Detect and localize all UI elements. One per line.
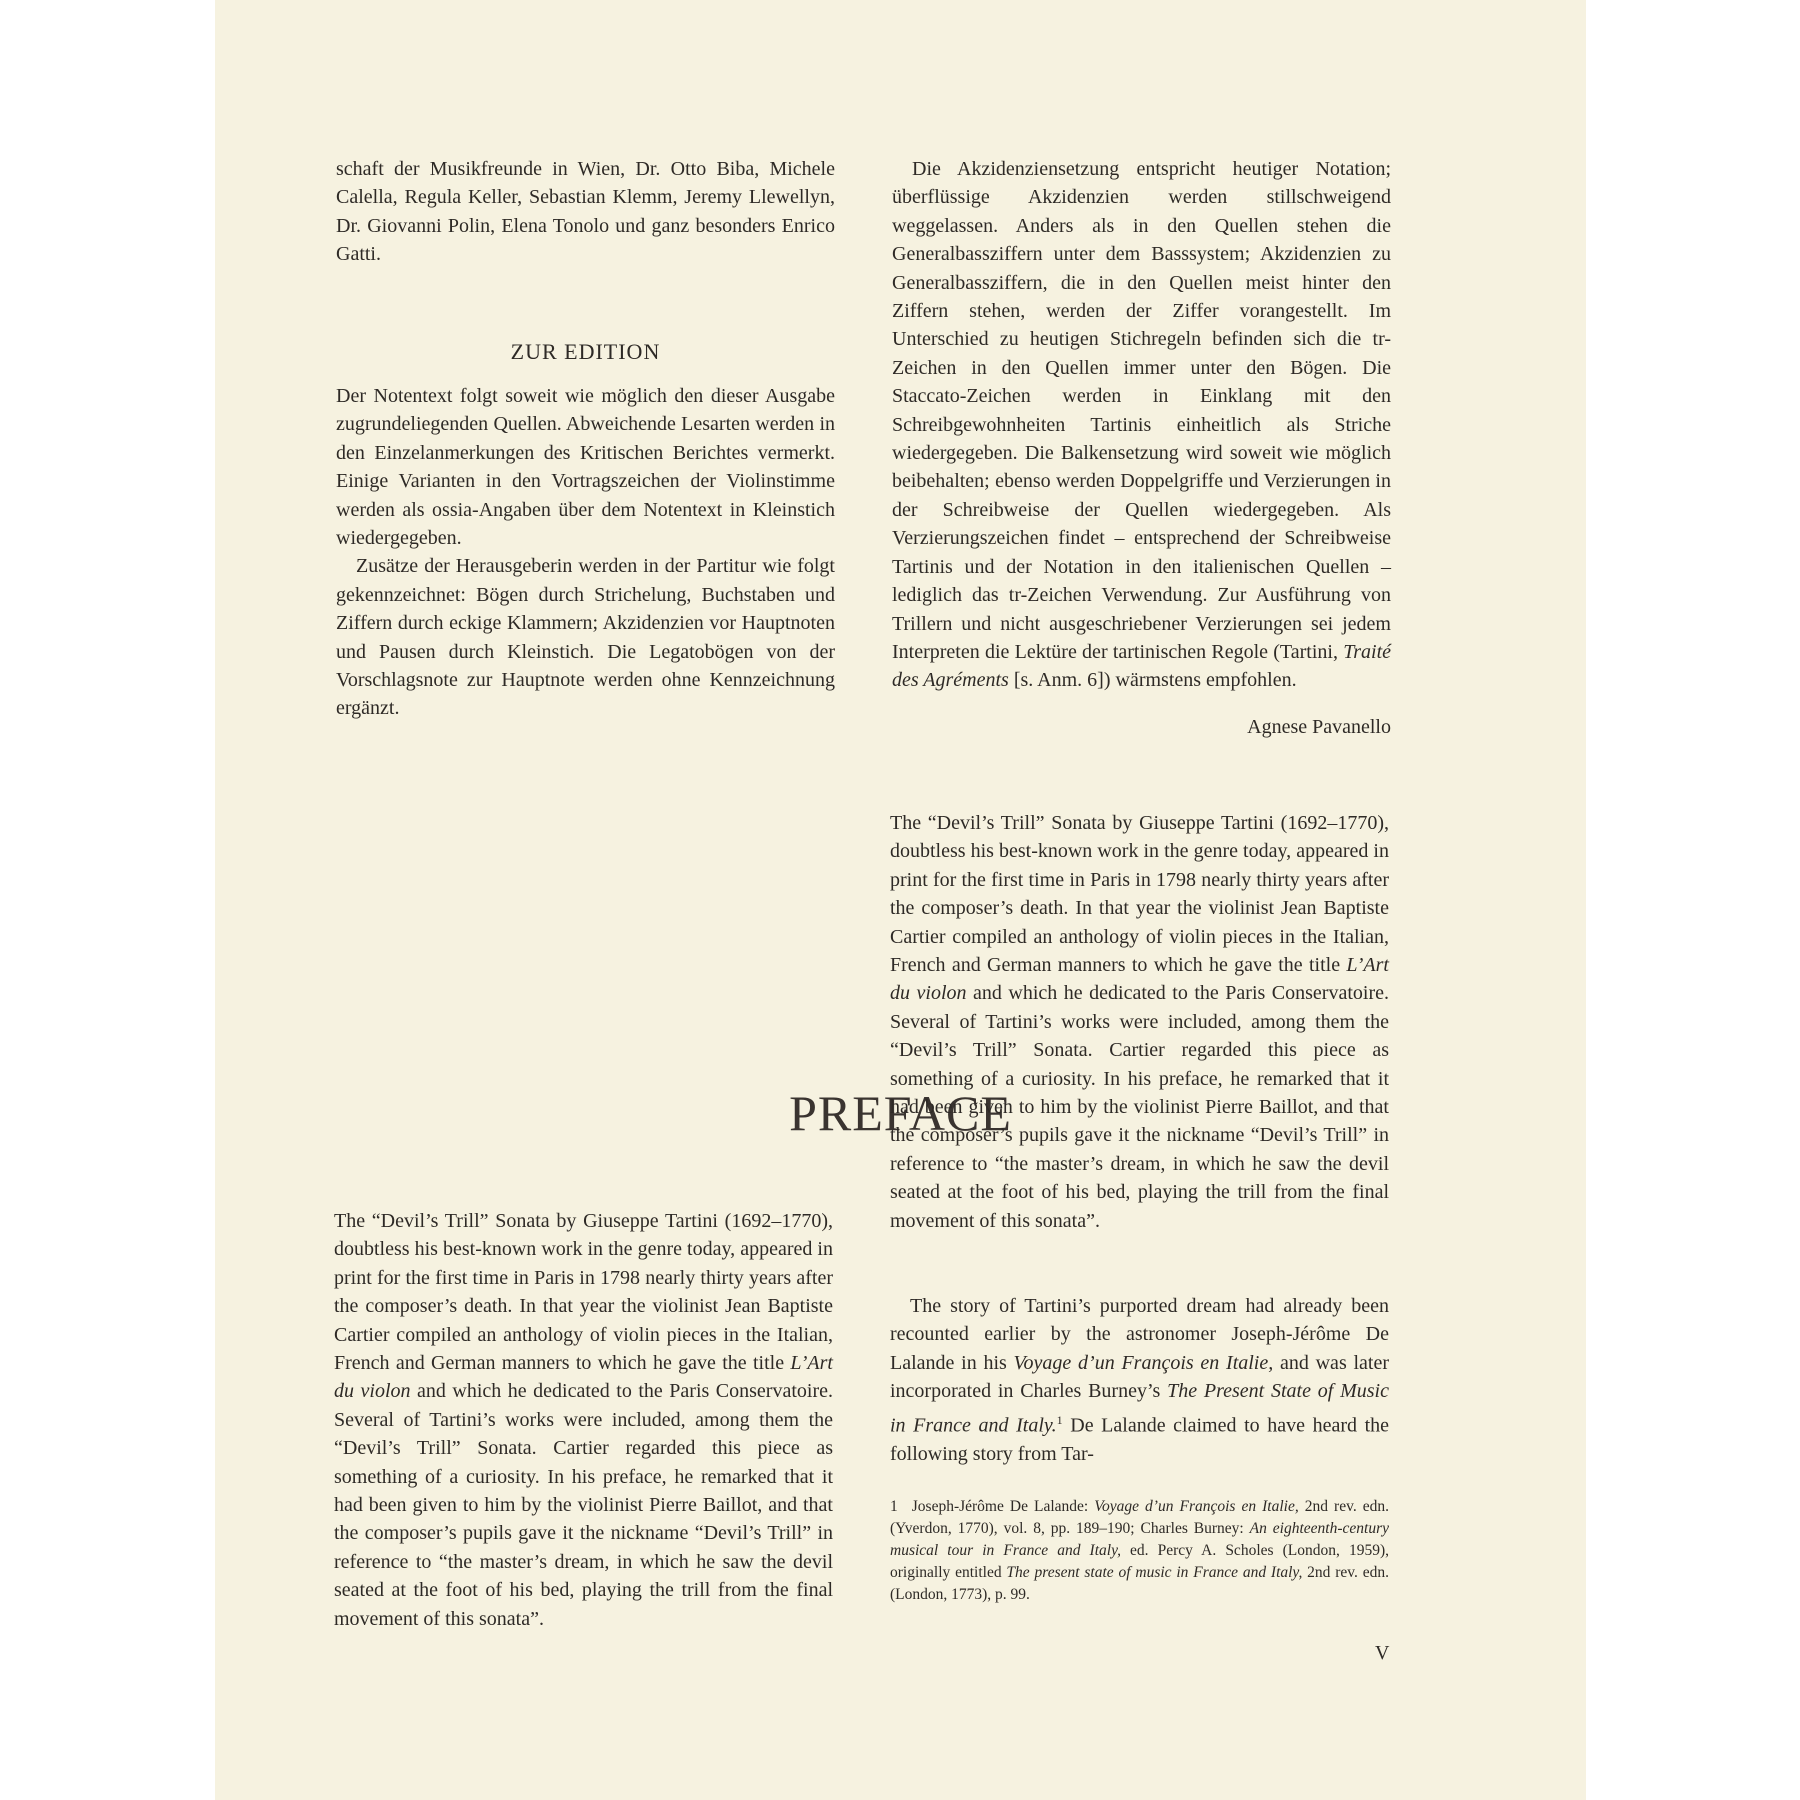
zur-edition-heading: ZUR EDITION <box>510 339 661 364</box>
preface-right-column <box>890 812 1390 1468</box>
preface-paragraph-1-continued <box>890 812 1389 1292</box>
page-title: PREFACE <box>789 1085 1012 1141</box>
german-right-column <box>892 155 1391 741</box>
page <box>215 0 1586 1800</box>
page-number: V <box>1375 1642 1390 1664</box>
acknowledgements-paragraph: schaft der Musikfreunde in Wien, Dr. Otto Biba, Michele Calella, Regula Keller, Sebastian Klemm, Jeremy Llewellyn, Dr. Giovanni Polin, Elena Tonolo und ganz besonders Enrico Gatti. <box>336 158 835 266</box>
footnote-1: 1 Joseph-Jérôme De Lalande: Voyage d’un François en Italie, 2nd rev. edn. (Yverdon, 1770), vol. 8, pp. 189–190; Charles Burney: An eighteenth-century musical tour in France and Italy, ed. Percy A. Scholes (London, 1959), originally entitled The present state of music in France and Italy, 2nd rev. edn. (London, 1773), p. 99. <box>890 1498 1389 1603</box>
edition-paragraph-3: Die Akzidenziensetzung entspricht heutiger Notation; überflüssige Akzidenzien werden stillschweigend weggelassen. Anders als in den Quellen stehen die Generalbassziffern unter dem Basssystem; Akzidenzien zu Generalbassziffern, die in den Quellen meist hinter den Ziffern stehen, werden der Ziffer vorangestellt. Im Unterschied zu heutigen Stichregeln befinden sich die tr-Zeichen in den Quellen immer unter den Bögen. Die Staccato-Zeichen werden in Einklang mit den Schreibgewohnheiten Tartinis einheitlich als Striche wiedergegeben. Die Balkensetzung wird soweit wie möglich beibehalten; ebenso werden Doppelgriffe und Verzierungen in der Schreibweise der Quellen wiedergegeben. Als Verzierungszeichen findet – entsprechend der Schreibweise Tartinis und der Notation in den italienischen Quellen – lediglich das tr-Zeichen Verwendung. Zur Ausführung von Trillern und nicht ausgeschriebener Verzierungen sei jedem Interpreten die Lektüre der tartinischen Regole (Tartini, Traité des Agréments [s. Anm. 6]) wärmstens empfohlen. <box>892 158 1391 692</box>
preface-paragraph-2: The story of Tartini’s purported dream had already been recounted earlier by the astronomer Joseph-Jérôme De Lalande in his Voyage d’un François en Italie, and was later incorporated in Charles Burney’s The Present State of Music in France and Italy.$^1$ De Lalande claimed to have heard the following story from Tar- <box>890 1295 1390 1465</box>
preface-paragraph-1: The “Devil’s Trill” Sonata by Giuseppe Tartini (1692–1770), doubtless his best-known work in the genre today, appeared in print for the first time in Paris in 1798 nearly thirty years after the composer’s death. In that year the violinist Jean Baptiste Cartier compiled an anthology of violin pieces in the Italian, French and German manners to which he gave the title L’Art du violon and which he dedicated to the Paris Conservatoire. Several of Tartini’s works were included, among them the “Devil’s Trill” Sonata. Cartier regarded this piece as something of a curiosity. In his preface, he remarked that it had been given to him by the violinist Pierre Baillot, and that the composer’s pupils gave it the nickname “Devil’s Trill” in reference to “the master’s dream, in which he saw the devil seated at the foot of his bed, playing the trill from the final movement of this sonata”. <box>334 1210 833 1630</box>
edition-paragraph-1: Der Notentext folgt soweit wie möglich den dieser Ausgabe zugrundeliegenden Quellen. Abweichende Lesarten werden in den Einzelanmerkungen des Kritischen Berichtes vermerkt. Einige Varianten in den Vortragszeichen der Violinstimme werden als ossia-Angaben über dem Notentext in Kleinstich wiedergegeben. <box>336 385 835 550</box>
preface-left-column <box>334 1207 833 1630</box>
german-left-column <box>336 155 835 269</box>
edition-paragraph-2: Zusätze der Herausgeberin werden in der Partitur wie folgt gekennzeichnet: Bögen durch Strichelung, Buchstaben und Ziffern durch eckige Klammern; Akzidenzien vor Hauptnoten und Pausen durch Kleinstich. Die Legatobögen von der Vorschlagsnote zur Hauptnote werden ohne Kennzeichnung ergänzt. <box>336 555 835 720</box>
signature: Agnese Pavanello <box>1247 715 1391 738</box>
footnote <box>890 1496 1389 1606</box>
zur-edition-column <box>336 382 835 723</box>
preface-paragraph-1-copy: The “Devil’s Trill” Sonata by Giuseppe Tartini (1692–1770), doubtless his best-known work in the genre today, appeared in print for the first time in Paris in 1798 nearly thirty years after the composer’s death. In that year the violinist Jean Baptiste Cartier compiled an anthology of violin pieces in the Italian, French and German manners to which he gave the title L’Art du violon and which he dedicated to the Paris Conservatoire. Several of Tartini’s works were included, among them the “Devil’s Trill” Sonata. Cartier regarded this piece as something of a curiosity. In his preface, he remarked that it had been given to him by the violinist Pierre Baillot, and that the composer’s pupils gave it the nickname “Devil’s Trill” in reference to “the master’s dream, in which he saw the devil seated at the foot of his bed, playing the trill from the final movement of this sonata”. <box>890 812 1389 1232</box>
